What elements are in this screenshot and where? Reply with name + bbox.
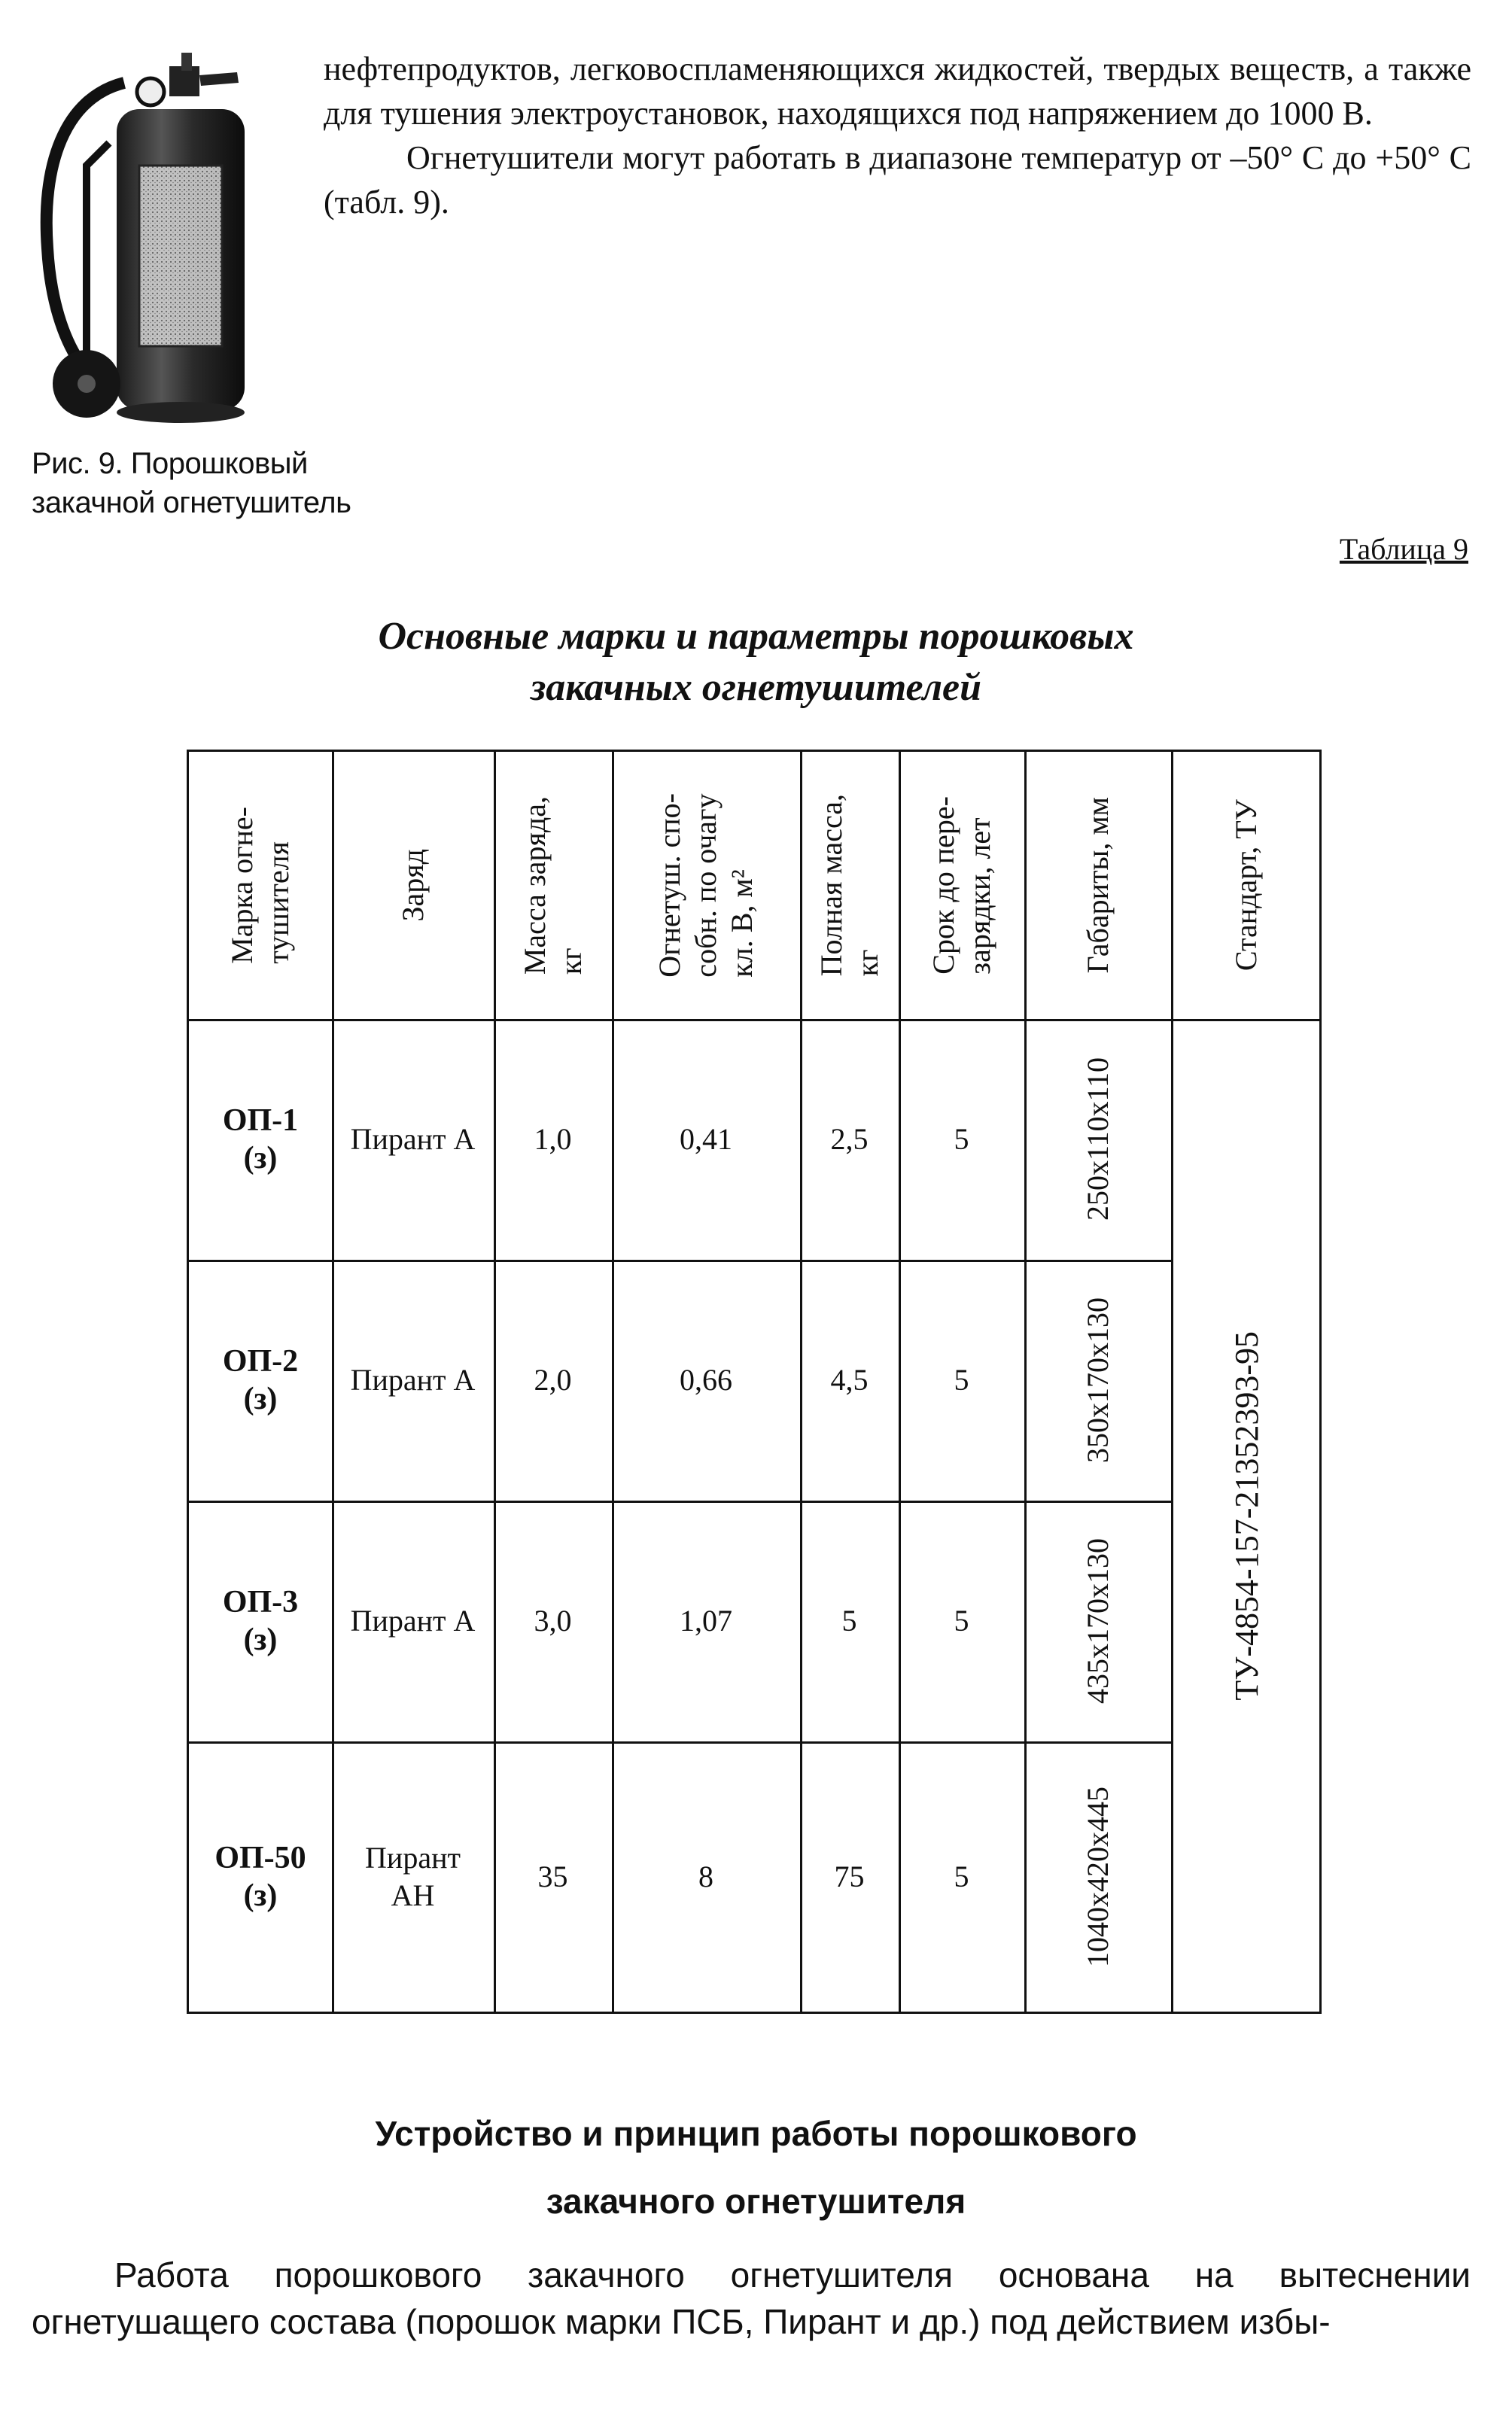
row-3-charge-mass: 3,0 [534, 1604, 572, 1638]
row-1-dimensions [1024, 1019, 1171, 1260]
row-1-total-mass: 2,5 [830, 1122, 869, 1156]
header-charge-mass-text: Масса заряда, кг [517, 795, 588, 975]
row-3-capacity: 1,07 [680, 1604, 732, 1638]
row-1-charge: Пирант А [350, 1122, 476, 1156]
row-3-total-mass: 5 [841, 1604, 857, 1638]
row-3-recharge-term: 5 [954, 1604, 969, 1638]
header-dimensions-text: Габариты, мм [1080, 797, 1115, 974]
row-3-dimensions [1024, 1501, 1171, 1741]
row-2-capacity: 0,66 [680, 1363, 732, 1397]
row-4-total-mass: 75 [834, 1860, 865, 1893]
table-title-line2: закачных огнетушителей [530, 666, 982, 709]
row-4-dimensions [1024, 1741, 1171, 2012]
figure-caption [32, 444, 423, 522]
table-title [0, 611, 1512, 713]
figure-caption-line2: закачной огнетушитель [32, 486, 351, 519]
header-total-mass [800, 752, 899, 1019]
row-4-recharge-term: 5 [954, 1860, 969, 1893]
table-number-label: Таблица 9 [1339, 532, 1468, 566]
row-2-charge-mass: 2,0 [534, 1363, 572, 1397]
row-4-capacity: 8 [698, 1860, 713, 1893]
intro-paragraph-1: нефтепродуктов, легковоспламеняющихся жидкостей, твердых веществ, а также для тушения электроустановок, находящихся под напряжением до 1000 В. [324, 50, 1471, 132]
header-capacity-text: Огнетуш. спо- собн. по очагу кл. В, м² [653, 793, 759, 978]
header-recharge-term-text: Срок до пере- зарядки, лет [926, 796, 996, 975]
row-2-dimensions [1024, 1260, 1171, 1501]
row-4-brand: ОП-50 (з) [214, 1841, 306, 1913]
fire-extinguisher-image [34, 53, 267, 429]
header-brand [189, 752, 332, 1019]
row-4-charge-mass: 35 [537, 1860, 568, 1893]
row-4-charge: Пирант АН [365, 1841, 461, 1912]
row-4-dimensions-text: 1040х420х445 [1081, 1787, 1115, 1967]
header-charge-text: Заряд [395, 849, 430, 922]
row-1-charge-mass: 1,0 [534, 1122, 572, 1156]
body-paragraph: Работа порошкового закачного огнетушителя основана на вытеснении огнетушащего состава (порошок марки ПСБ, Пирант и др.) под действием избы- [32, 2255, 1471, 2341]
table-title-line1: Основные марки и параметры порошковых [378, 615, 1134, 658]
row-3-brand: ОП-3 (з) [222, 1585, 299, 1657]
section-title [0, 2100, 1512, 2235]
standard-cell [1171, 1019, 1322, 2012]
section-title-line2: закачного огнетушителя [546, 2182, 966, 2221]
header-standard [1171, 752, 1322, 1019]
row-2-dimensions-text: 350х170х130 [1081, 1297, 1115, 1463]
intro-text [324, 47, 1471, 224]
row-2-brand: ОП-2 (з) [222, 1344, 299, 1416]
row-2-total-mass: 4,5 [830, 1363, 869, 1397]
header-capacity [612, 752, 800, 1019]
row-1-capacity: 0,41 [680, 1122, 732, 1156]
standard-text: ТУ-4854-157-21352393-95 [1228, 1331, 1265, 1701]
row-2-charge: Пирант А [350, 1363, 476, 1397]
row-2-recharge-term: 5 [954, 1363, 969, 1397]
row-1-recharge-term: 5 [954, 1122, 969, 1156]
header-charge [332, 752, 494, 1019]
header-total-mass-text: Полная масса, кг [814, 794, 884, 977]
header-dimensions [1024, 752, 1171, 1019]
row-1-dimensions-text: 250х110х110 [1081, 1057, 1115, 1221]
header-standard-text: Стандарт, ТУ [1229, 799, 1263, 972]
section-title-line1: Устройство и принцип работы порошкового [375, 2114, 1137, 2153]
header-brand-text: Марка огне- тушителя [225, 807, 295, 964]
row-3-dimensions-text: 435х170х130 [1081, 1538, 1115, 1704]
powder-fire-extinguisher-icon [34, 53, 267, 429]
figure-caption-line1: Рис. 9. Порошковый [32, 447, 308, 480]
row-3-charge: Пирант А [350, 1604, 476, 1638]
header-recharge-term [899, 752, 1024, 1019]
header-charge-mass [494, 752, 612, 1019]
extinguisher-parameters-table [187, 750, 1322, 2014]
row-1-brand: ОП-1 (з) [222, 1103, 299, 1175]
intro-paragraph-2: Огнетушители могут работать в диапазоне температур от –50° С до +50° С (табл. 9). [324, 139, 1471, 220]
